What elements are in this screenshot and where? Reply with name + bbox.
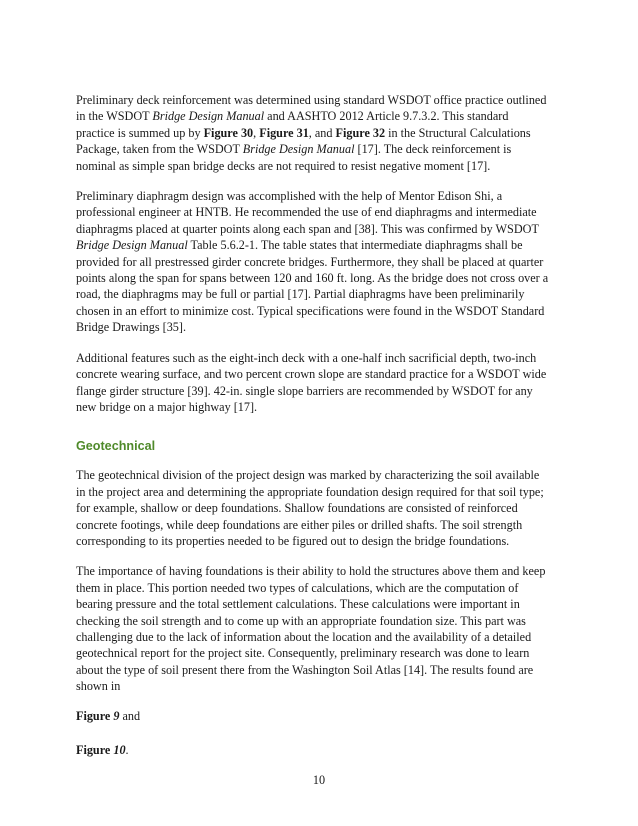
text-run: concrete footings, while deep foundations are either piles or drilled shafts. The soil strength bbox=[76, 517, 523, 532]
figure-reference-line bbox=[76, 709, 568, 724]
text-run: in the WSDOT bbox=[76, 109, 153, 124]
text-run: nominal as simple span bridge decks are not required to resist negative moment [17]. bbox=[76, 158, 491, 173]
figure-reference: Figure 31 bbox=[259, 125, 309, 140]
text-line bbox=[76, 188, 568, 204]
text-run: , and bbox=[308, 125, 336, 140]
text-line bbox=[76, 596, 568, 612]
text-run: practice is summed up by bbox=[76, 125, 204, 140]
text-run: them in place. This portion needed two types of calculations, which are the computation of bbox=[76, 580, 519, 595]
text-line bbox=[76, 270, 568, 286]
text-run: , bbox=[253, 125, 260, 140]
text-run: shown in bbox=[76, 679, 121, 694]
paragraph bbox=[76, 92, 568, 174]
text-run: . bbox=[125, 742, 129, 757]
section-heading-geotechnical: Geotechnical bbox=[76, 439, 156, 454]
text-line bbox=[76, 254, 568, 270]
text-line bbox=[76, 141, 568, 157]
italic-title: Bridge Design Manual bbox=[76, 238, 188, 253]
text-line bbox=[76, 158, 568, 174]
text-run: points along the span for spans between 120 and 160 ft. long. As the bridge does not cross over a bbox=[76, 271, 549, 286]
text-run: corresponding to its properties needed to be figured out to design the bridge foundations. bbox=[76, 533, 510, 548]
text-line bbox=[76, 629, 568, 645]
figure-reference: Figure bbox=[76, 742, 114, 757]
text-run: road, the diaphragms may be full or partial [17]. Partial diaphragms have been preliminarily bbox=[76, 287, 525, 302]
text-line bbox=[76, 533, 568, 549]
text-line bbox=[76, 125, 568, 141]
text-line bbox=[76, 500, 568, 516]
text-run: Additional features such as the eight-inch deck with a one-half inch sacrificial depth, two-inch bbox=[76, 350, 537, 365]
text-run: concrete wearing surface, and two percent crown slope are standard practice for a WSDOT wide bbox=[76, 367, 547, 382]
text-run: Preliminary deck reinforcement was determined using standard WSDOT office practice outlined bbox=[76, 93, 547, 107]
text-line bbox=[76, 645, 568, 661]
text-line bbox=[76, 319, 568, 335]
text-line bbox=[76, 92, 568, 108]
text-run: in the project area and determining the appropriate foundation design required for that soil type; bbox=[76, 484, 544, 499]
structural-section bbox=[76, 92, 568, 415]
text-run: geotechnical report for the project site. Consequently, preliminary research was done to learn bbox=[76, 646, 530, 661]
text-run: flange girder structure [39]. 42-in. single slope barriers are recommended by WSDOT for any bbox=[76, 383, 533, 398]
paragraph bbox=[76, 188, 568, 336]
text-run: Bridge Drawings [35]. bbox=[76, 320, 187, 335]
run-text: 9 bbox=[113, 708, 120, 723]
text-run: in the Structural Calculations bbox=[385, 125, 531, 140]
text-run: Package, taken from the WSDOT bbox=[76, 142, 243, 157]
paragraph bbox=[76, 467, 568, 549]
text-line bbox=[76, 286, 568, 302]
text-run: provided for all prestressed girder concrete bridges. Furthermore, they shall be placed at quarter bbox=[76, 254, 544, 269]
text-run: for example, shallow or deep foundations. Shallow foundations are consisted of reinforced bbox=[76, 501, 518, 516]
text-run: Table 5.6.2-1. The table states that intermediate diaphragms shall be bbox=[187, 238, 523, 253]
figure-reference: Figure bbox=[76, 708, 114, 723]
page-content bbox=[76, 92, 568, 777]
figure-reference-line bbox=[76, 743, 568, 758]
text-run: and bbox=[119, 708, 141, 723]
text-line bbox=[76, 467, 568, 483]
text-run: diaphragms placed at quarter points along each span and [38]. This was confirmed by WSDOT bbox=[76, 221, 539, 236]
text-run: The geotechnical division of the project design was marked by characterizing the soil available bbox=[76, 468, 540, 483]
text-run: chosen in an effort to minimize cost. Typical specifications were found in the WSDOT Standard bbox=[76, 303, 545, 318]
figure-reference: Figure 32 bbox=[335, 125, 386, 140]
paragraph bbox=[76, 350, 568, 416]
text-line bbox=[76, 204, 568, 220]
text-run: bearing pressure and the total settlement calculations. These calculations were important in bbox=[76, 597, 520, 612]
page-number: 10 bbox=[312, 773, 326, 787]
text-line bbox=[76, 399, 568, 415]
text-line bbox=[76, 517, 568, 533]
text-line bbox=[76, 237, 568, 253]
text-line bbox=[76, 580, 568, 596]
text-line bbox=[76, 383, 568, 399]
text-run: checking the soil strength and to come up with an appropriate foundation size. This part was bbox=[76, 613, 526, 628]
text-line bbox=[76, 662, 568, 678]
text-line bbox=[76, 563, 568, 579]
figure-reference: Figure 30 bbox=[203, 125, 254, 140]
text-run: new bridge on a major highway [17]. bbox=[76, 399, 258, 414]
geotechnical-section bbox=[76, 467, 568, 694]
text-run: The importance of having foundations is their ability to hold the structures above them and keep bbox=[76, 564, 546, 579]
italic-title: Bridge Design Manual bbox=[152, 109, 265, 124]
figure-reference bbox=[113, 743, 125, 757]
text-line bbox=[76, 484, 568, 500]
text-run: Preliminary diaphragm design was accomplished with the help of Mentor Edison Shi, a bbox=[76, 189, 503, 204]
text-line bbox=[76, 108, 568, 124]
italic-title: Bridge Design Manual bbox=[242, 142, 355, 157]
text-run: [17]. The deck reinforcement is bbox=[354, 142, 512, 157]
run-text: 10 bbox=[113, 742, 126, 757]
text-run: about the type of soil present there from the Washington Soil Atlas [14]. The results found are bbox=[76, 662, 534, 677]
paragraph bbox=[76, 563, 568, 694]
text-line bbox=[76, 221, 568, 237]
text-line bbox=[76, 678, 568, 694]
figure-references bbox=[76, 709, 568, 758]
text-line bbox=[76, 366, 568, 382]
text-line bbox=[76, 303, 568, 319]
text-run: and AASHTO 2012 Article 9.7.3.2. This standard bbox=[264, 109, 509, 124]
text-line bbox=[76, 350, 568, 366]
text-run: professional engineer at HNTB. He recommended the use of end diaphragms and intermediate bbox=[76, 205, 537, 220]
text-line bbox=[76, 613, 568, 629]
text-run: challenging due to the lack of information about the location and the availability of a detailed bbox=[76, 629, 532, 644]
